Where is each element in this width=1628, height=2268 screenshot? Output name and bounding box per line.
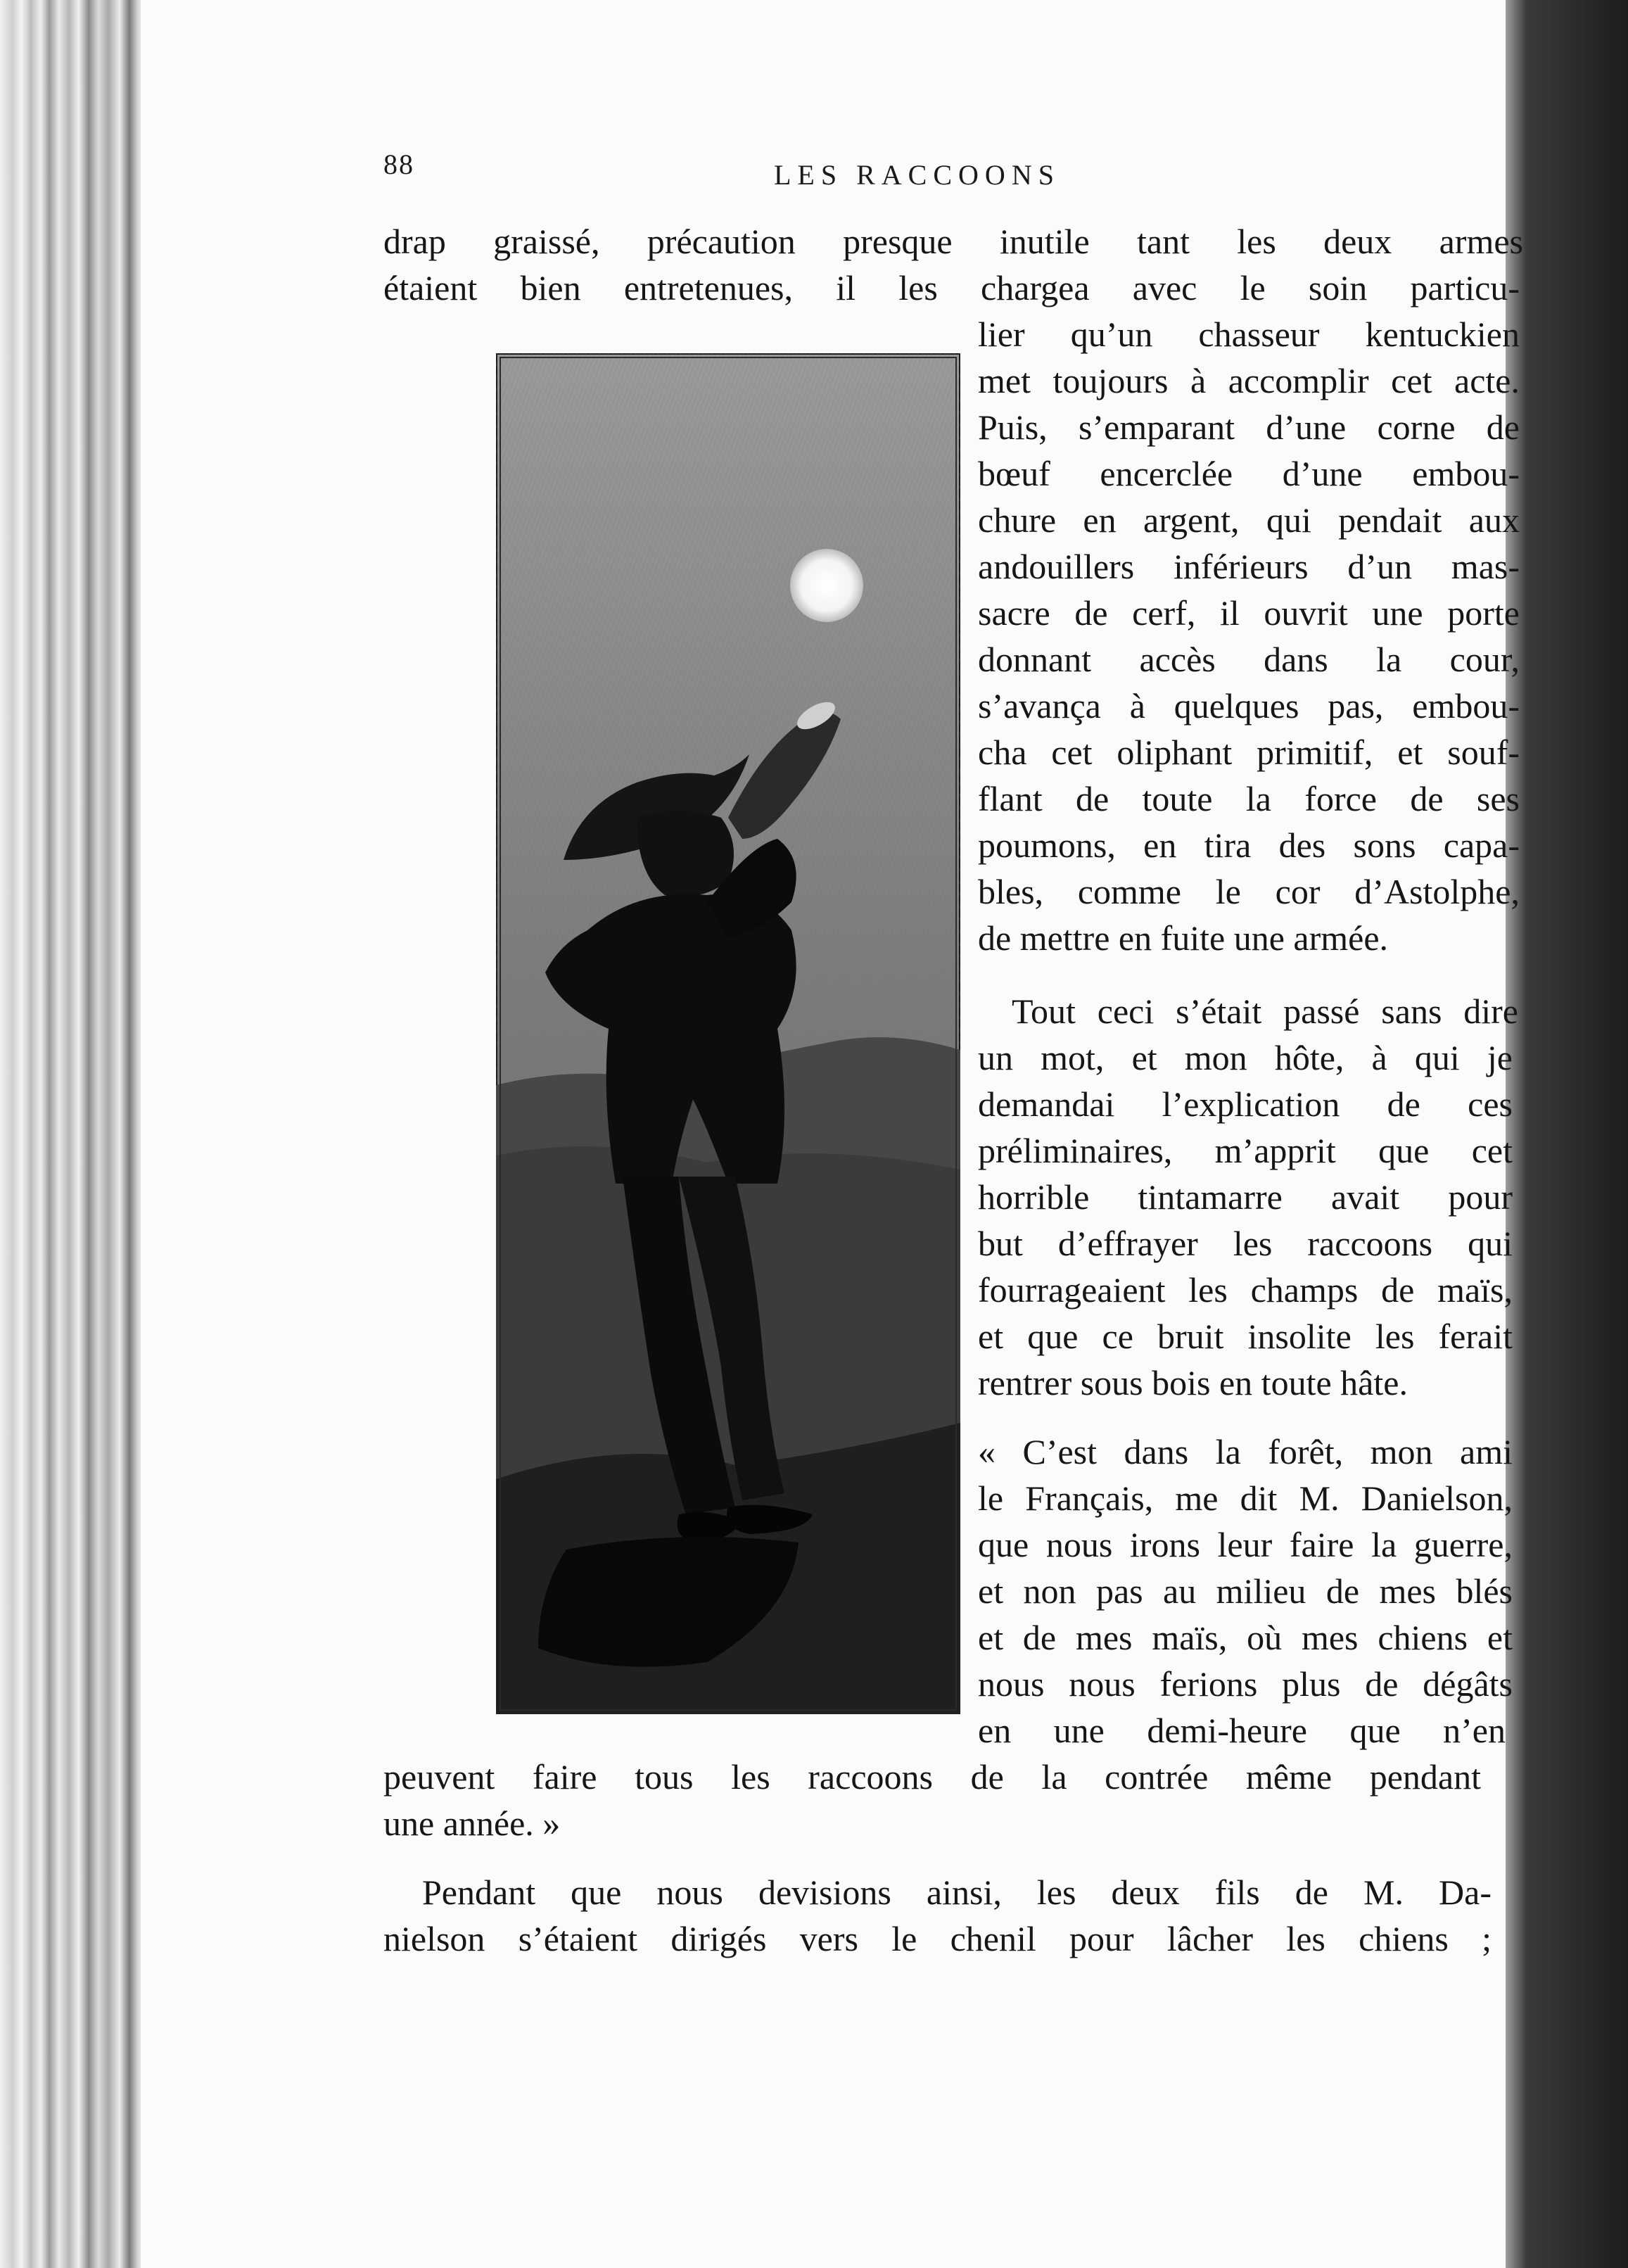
page-header: [141, 141, 1506, 190]
text-line: et non pas au milieu de mes blés: [978, 1571, 1513, 1611]
text-line: chure en argent, qui pendait aux: [978, 500, 1520, 540]
text-line: une année. »: [383, 1804, 561, 1843]
text-line: Pendant que nous devisions ainsi, les deux fils de M. Da-: [422, 1873, 1492, 1912]
text-line: nielson s’étaient dirigés vers le chenil pour lâcher les chiens ;: [383, 1919, 1492, 1958]
text-line: et de mes maïs, où mes chiens et: [978, 1618, 1513, 1657]
text-line: poumons, en tira des sons capa-: [978, 825, 1520, 865]
text-line: met toujours à accomplir cet acte.: [978, 361, 1520, 400]
text-line: préliminaires, m’apprit que cet: [978, 1131, 1513, 1170]
text-line: en une demi-heure que n’en: [978, 1711, 1506, 1750]
page-number: 88: [383, 148, 414, 180]
text-line: flant de toute la force de ses: [978, 779, 1520, 818]
text-line: bles, comme le cor d’Astolphe,: [978, 872, 1520, 911]
text-line: lier qu’un chasseur kentuckien: [978, 315, 1520, 354]
text-line: donnant accès dans la cour,: [978, 640, 1520, 679]
text-line: que nous irons leur faire la guerre,: [978, 1525, 1513, 1564]
text-line: rentrer sous bois en toute hâte.: [978, 1363, 1408, 1402]
horn-blower-icon: [496, 353, 960, 1714]
text-line: bœuf encerclée d’une embou-: [978, 454, 1520, 493]
text-line: Puis, s’emparant d’une corne de: [978, 407, 1520, 447]
text-line: drap graissé, précaution presque inutile tant les deux armes: [383, 222, 1523, 261]
text-line: et que ce bruit insolite les ferait: [978, 1317, 1513, 1356]
text-line: nous nous ferions plus de dégâts: [978, 1664, 1513, 1704]
running-title: LES RACCOONS: [774, 159, 1060, 191]
text-line: « C’est dans la forêt, mon ami: [978, 1432, 1513, 1471]
text-line: peuvent faire tous les raccoons de la contrée même pendant: [383, 1757, 1481, 1797]
text-line: cha cet oliphant primitif, et souf-: [978, 733, 1520, 772]
book-page: [141, 0, 1523, 2268]
text-line: un mot, et mon hôte, à qui je: [978, 1038, 1513, 1077]
text-line: but d’effrayer les raccoons qui: [978, 1224, 1513, 1263]
text-line: de mettre en fuite une armée.: [978, 918, 1389, 958]
text-line: horrible tintamarre avait pour: [978, 1177, 1513, 1217]
text-line: andouillers inférieurs d’un mas-: [978, 547, 1520, 586]
text-line: s’avança à quelques pas, embou-: [978, 686, 1520, 726]
engraving-illustration: [496, 353, 960, 1714]
page-stack-edge: [0, 0, 148, 2268]
text-line: demandai l’explication de ces: [978, 1084, 1513, 1124]
text-line: le Français, me dit M. Danielson,: [978, 1478, 1513, 1518]
text-line: sacre de cerf, il ouvrit une porte: [978, 593, 1520, 633]
text-line: Tout ceci s’était passé sans dire: [1012, 992, 1518, 1031]
text-line: fourrageaient les champs de maïs,: [978, 1270, 1513, 1310]
text-line: étaient bien entretenues, il les chargea avec le soin particu-: [383, 268, 1520, 308]
